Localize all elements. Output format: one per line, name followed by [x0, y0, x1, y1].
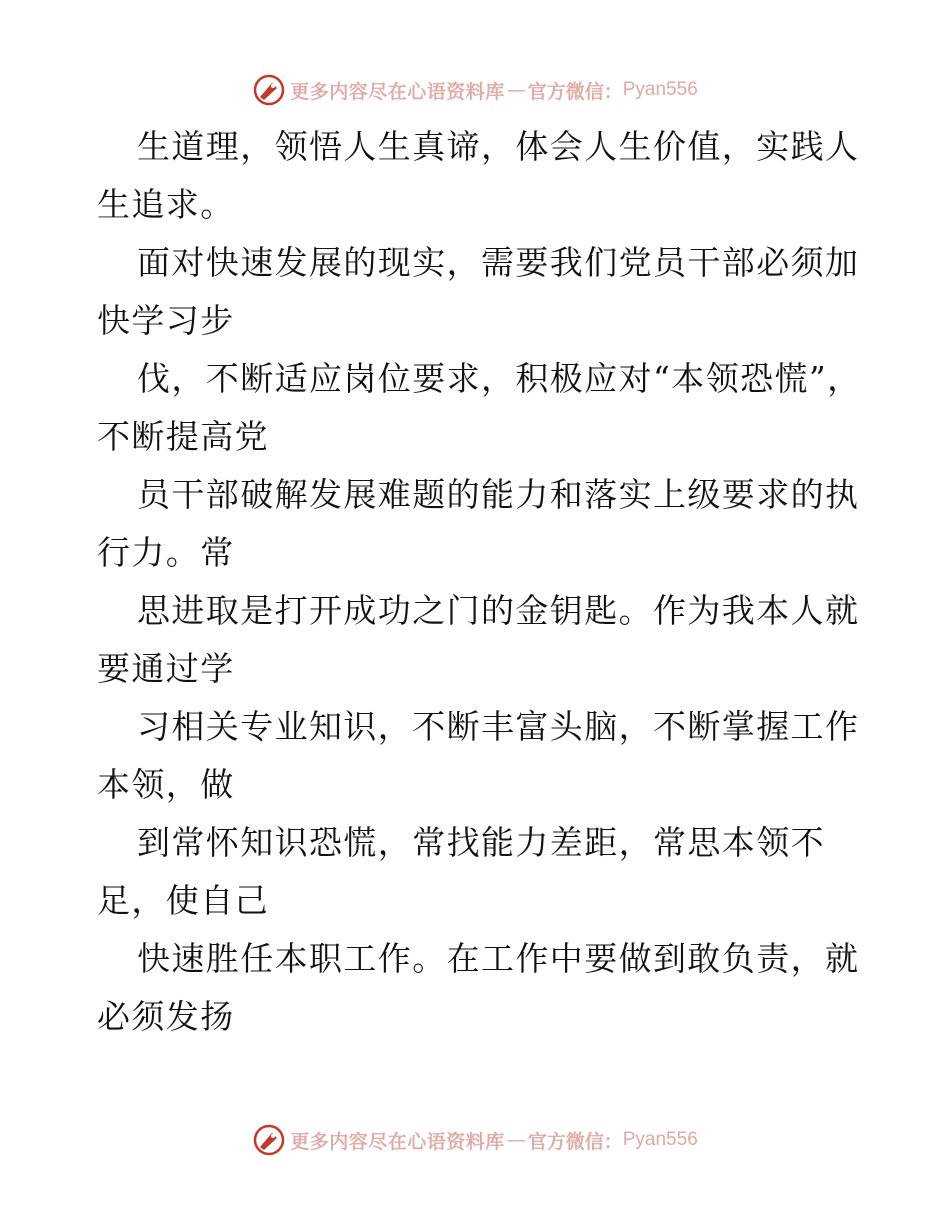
paragraph-1: 生道理，领悟人生真谛，体会人生价值，实践人生追求。: [97, 127, 860, 224]
footer-separator: —: [506, 1129, 526, 1151]
document-body: [97, 118, 867, 1046]
pen-nib-logo-icon: [252, 73, 286, 107]
header-watermark: [0, 70, 950, 110]
footer-watermark: [0, 1120, 950, 1160]
paragraph-6: 习相关专业知识，不断丰富头脑，不断掌握工作本领，做: [97, 707, 860, 804]
header-wechat-label: 官方微信：: [527, 80, 623, 103]
paragraph-3: 伐，不断适应岗位要求，积极应对“本领恐慌”，不断提高党: [97, 359, 862, 456]
paragraph-5: 思进取是打开成功之门的金钥匙。作为我本人就要通过学: [97, 591, 860, 688]
header-promo-text: 更多内容尽在心语资料库: [290, 80, 505, 103]
paragraph-4: 员干部破解发展难题的能力和落实上级要求的执行力。常: [97, 475, 860, 572]
header-wechat-id: Pyan556: [622, 79, 698, 100]
footer-promo-text: 更多内容尽在心语资料库: [290, 1130, 505, 1153]
footer-wechat-label: 官方微信：: [527, 1130, 623, 1153]
header-separator: —: [506, 79, 526, 101]
pen-nib-logo-icon: [252, 1123, 286, 1157]
paragraph-7: 到常怀知识恐慌，常找能力差距，常思本领不足，使自己: [97, 823, 825, 920]
paragraph-2: 面对快速发展的现实，需要我们党员干部必须加快学习步: [97, 243, 860, 340]
footer-wechat-id: Pyan556: [622, 1129, 698, 1150]
paragraph-8: 快速胜任本职工作。在工作中要做到敢负责，就必须发扬: [97, 939, 860, 1036]
